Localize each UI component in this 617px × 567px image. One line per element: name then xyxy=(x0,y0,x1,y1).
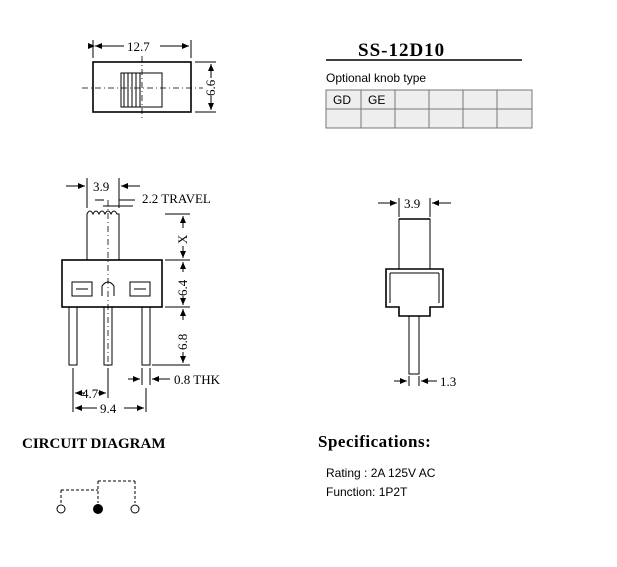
side-pin-thickness-label: 0.8 THK xyxy=(174,372,220,387)
spec-function: Function: 1P2T xyxy=(326,485,408,499)
end-view-body xyxy=(386,269,443,316)
circuit-diagram xyxy=(57,481,139,514)
knob-type-table xyxy=(326,90,532,128)
terminal-right xyxy=(131,505,139,513)
top-width-label: 12.7 xyxy=(127,39,150,54)
specifications-title: Specifications: xyxy=(318,432,432,451)
top-view xyxy=(82,39,218,120)
circuit-diagram-title: CIRCUIT DIAGRAM xyxy=(22,436,166,452)
side-overall-width-label: 9.4 xyxy=(100,401,117,416)
end-width-label: 3.9 xyxy=(404,196,421,211)
spec-rating: Rating : 2A 125V AC xyxy=(326,466,436,480)
terminal-common xyxy=(94,505,103,514)
knob-table-caption: Optional knob type xyxy=(326,71,427,85)
top-view-knob xyxy=(121,73,162,107)
side-knob-width-label: 3.9 xyxy=(93,179,110,194)
side-view-pin-3 xyxy=(142,307,150,365)
end-view-knob xyxy=(399,219,430,269)
side-pin-length-label: 6.8 xyxy=(175,333,190,350)
side-body-height-label: 6.4 xyxy=(175,279,190,296)
top-height-label: 6.6 xyxy=(203,79,218,96)
part-number-title: SS-12D10 xyxy=(358,40,446,61)
end-pin-width-label: 1.3 xyxy=(440,374,457,389)
end-view-body-inner xyxy=(390,273,439,303)
side-view xyxy=(62,178,221,416)
side-pin-pitch-label: 4.7 xyxy=(82,386,99,401)
side-travel-label: 2.2 TRAVEL xyxy=(142,191,211,206)
end-view xyxy=(378,196,456,389)
knob-header-gd: GD xyxy=(333,93,351,107)
top-view-knob-ridges xyxy=(124,73,140,107)
side-knob-height-label: X xyxy=(175,234,190,244)
end-view-pin xyxy=(409,316,419,374)
side-view-knob xyxy=(87,211,119,260)
knob-header-ge: GE xyxy=(368,93,386,107)
side-view-pin-1 xyxy=(69,307,77,365)
terminal-left xyxy=(57,505,65,513)
